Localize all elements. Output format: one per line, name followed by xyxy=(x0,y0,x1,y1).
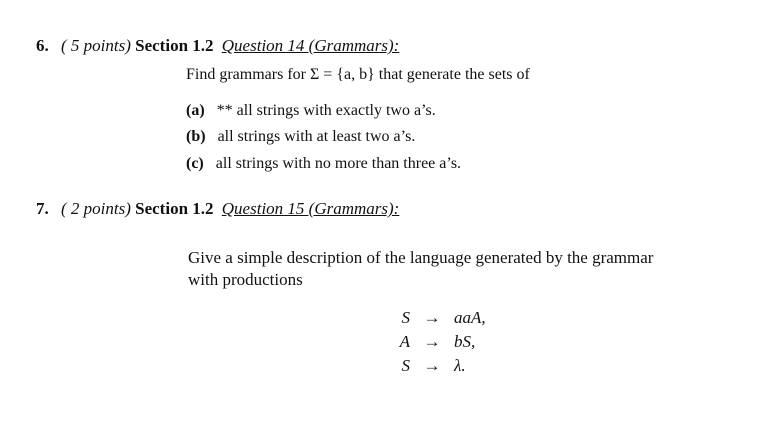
part-text: ** all strings with exactly two a’s. xyxy=(216,102,436,119)
part-label: (c) xyxy=(186,155,204,172)
points-label: ( 2 points) xyxy=(61,199,131,218)
question-link[interactable]: Question 14 (Grammars): xyxy=(221,36,400,55)
production-rhs: λ. xyxy=(454,356,466,375)
question-6-intro: Find grammars for Σ = {a, b} that generate the sets of xyxy=(186,66,530,83)
part-label: (a) xyxy=(186,102,205,119)
production-lhs: S xyxy=(401,356,410,375)
production-rhs: aaA, xyxy=(454,308,486,327)
production-lhs: S xyxy=(401,308,410,327)
question-7-heading xyxy=(36,199,399,219)
question-7-desc-line2: with productions xyxy=(188,270,303,289)
part-b xyxy=(186,128,415,146)
production-arrow: → xyxy=(423,356,441,375)
production-lhs: A xyxy=(399,332,410,351)
production-arrow: → xyxy=(423,332,441,351)
production-row xyxy=(394,354,494,378)
production-rhs: bS, xyxy=(454,332,476,351)
production-row xyxy=(394,330,494,354)
question-7-desc-line1: Give a simple description of the language generated by the grammar xyxy=(188,248,654,267)
points-label: ( 5 points) xyxy=(61,36,131,55)
part-label: (b) xyxy=(186,128,206,145)
question-number: 7. xyxy=(36,199,49,218)
production-row xyxy=(394,306,494,330)
part-text: all strings with at least two a’s. xyxy=(217,128,416,145)
question-number: 6. xyxy=(36,36,49,55)
section-label: Section 1.2 xyxy=(135,199,214,218)
part-a xyxy=(186,102,436,120)
part-c xyxy=(186,155,461,173)
part-text: all strings with no more than three a’s. xyxy=(215,155,462,172)
productions-table xyxy=(394,306,494,378)
question-link[interactable]: Question 15 (Grammars): xyxy=(221,199,400,218)
production-arrow: → xyxy=(423,308,441,327)
section-label: Section 1.2 xyxy=(135,36,214,55)
question-6-heading xyxy=(36,36,399,56)
